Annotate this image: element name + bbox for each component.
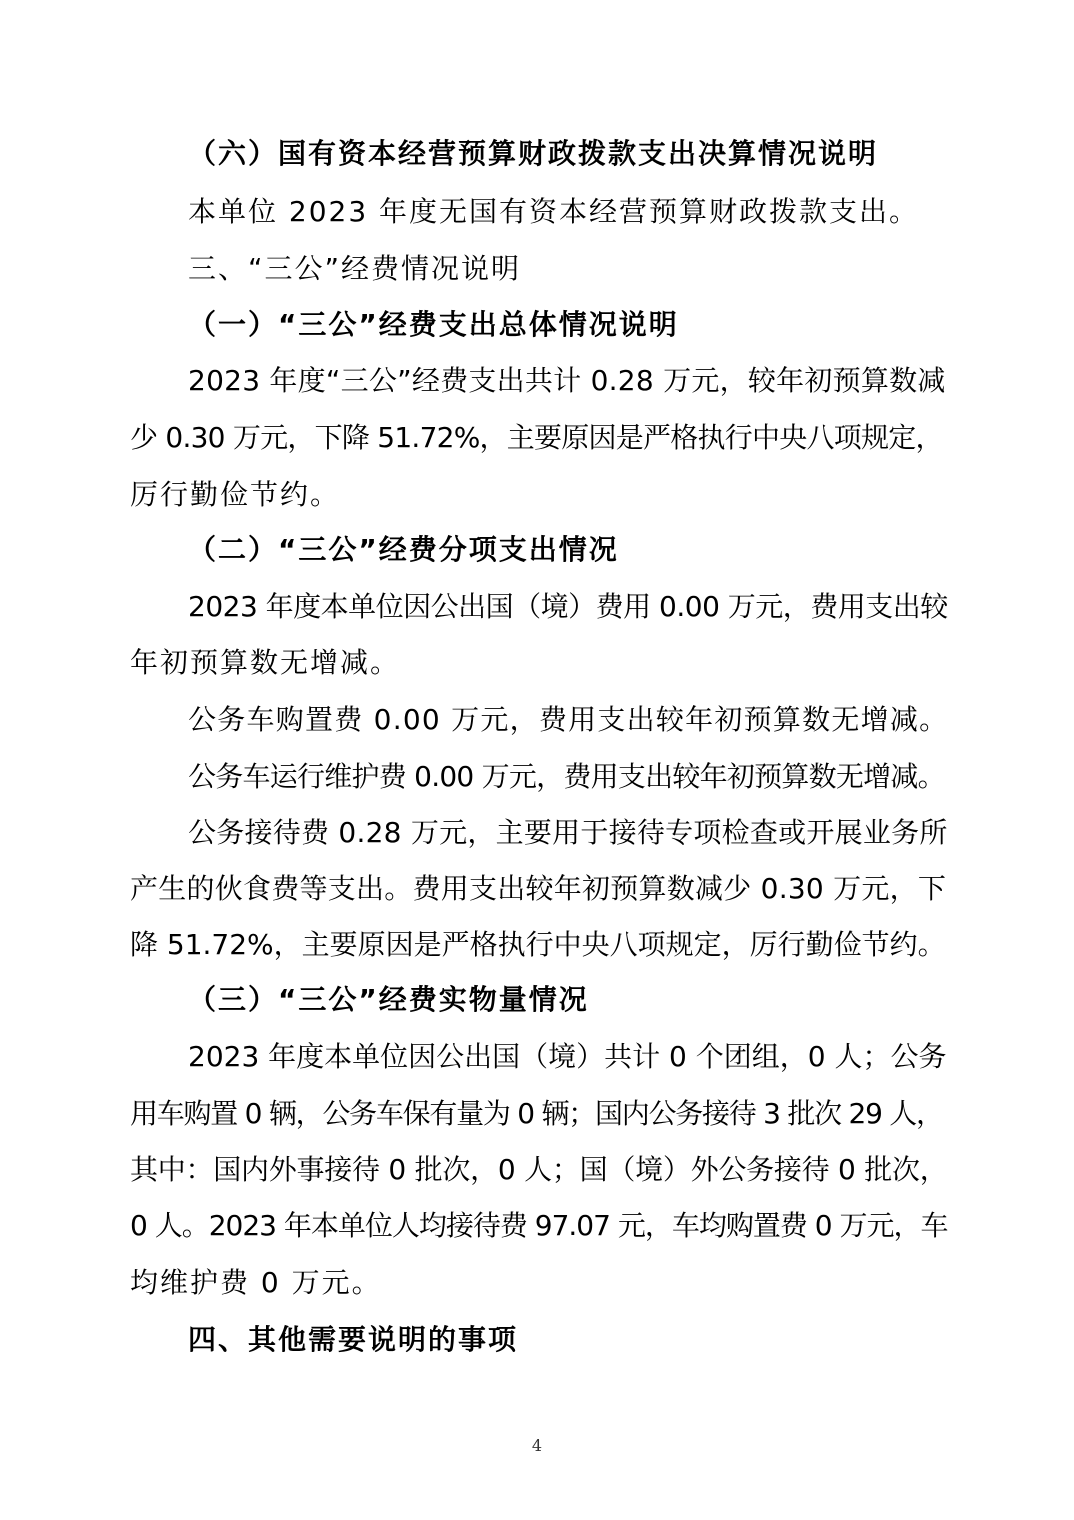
- paragraph-line: 产生的伙食费等支出。费用支出较年初预算数减少 0.30 万元，下: [130, 872, 947, 905]
- paragraph-line: 2023 年度本单位因公出国（境）共计 0 个团组，0 人；公务: [188, 1040, 947, 1073]
- paragraph-line: 公务车购置费 0.00 万元，费用支出较年初预算数无增减。: [188, 703, 949, 736]
- paragraph-line: 厉行勤俭节约。: [130, 478, 341, 511]
- paragraph-line: 其中：国内外事接待 0 批次，0 人；国（境）外公务接待 0 批次，: [130, 1153, 948, 1186]
- paragraph-line: 公务车运行维护费 0.00 万元，费用支出较年初预算数无增减。: [188, 760, 945, 793]
- paragraph-line: 年初预算数无增减。: [130, 646, 401, 679]
- paragraph-line: 2023 年度“三公”经费支出共计 0.28 万元，较年初预算数减: [188, 364, 946, 397]
- subsection-heading-3: （三）“三公”经费实物量情况: [188, 983, 589, 1016]
- paragraph-6: 本单位 2023 年度无国有资本经营预算财政拨款支出。: [188, 195, 920, 228]
- paragraph-line: 0 人。2023 年本单位人均接待费 97.07 元，车均购置费 0 万元，车: [130, 1209, 948, 1242]
- paragraph-line: 公务接待费 0.28 万元，主要用于接待专项检查或开展业务所: [188, 816, 948, 849]
- section-heading-6: （六）国有资本经营预算财政拨款支出决算情况说明: [188, 137, 879, 170]
- subsection-heading-1: （一）“三公”经费支出总体情况说明: [188, 308, 679, 341]
- paragraph-line: 2023 年度本单位因公出国（境）费用 0.00 万元，费用支出较: [188, 590, 948, 623]
- paragraph-line: 用车购置 0 辆，公务车保有量为 0 辆；国内公务接待 3 批次 29 人，: [130, 1097, 943, 1130]
- page-number: 4: [531, 1436, 543, 1455]
- paragraph-line: 降 51.72%，主要原因是严格执行中央八项规定，厉行勤俭节约。: [130, 928, 946, 961]
- section-heading-four: 四、其他需要说明的事项: [188, 1323, 519, 1356]
- paragraph-line: 少 0.30 万元，下降 51.72%，主要原因是严格执行中央八项规定，: [130, 421, 943, 454]
- paragraph-line: 均维护费 0 万元。: [130, 1266, 382, 1299]
- section-heading-three: 三、“三公”经费情况说明: [188, 252, 522, 285]
- subsection-heading-2: （二）“三公”经费分项支出情况: [188, 533, 619, 566]
